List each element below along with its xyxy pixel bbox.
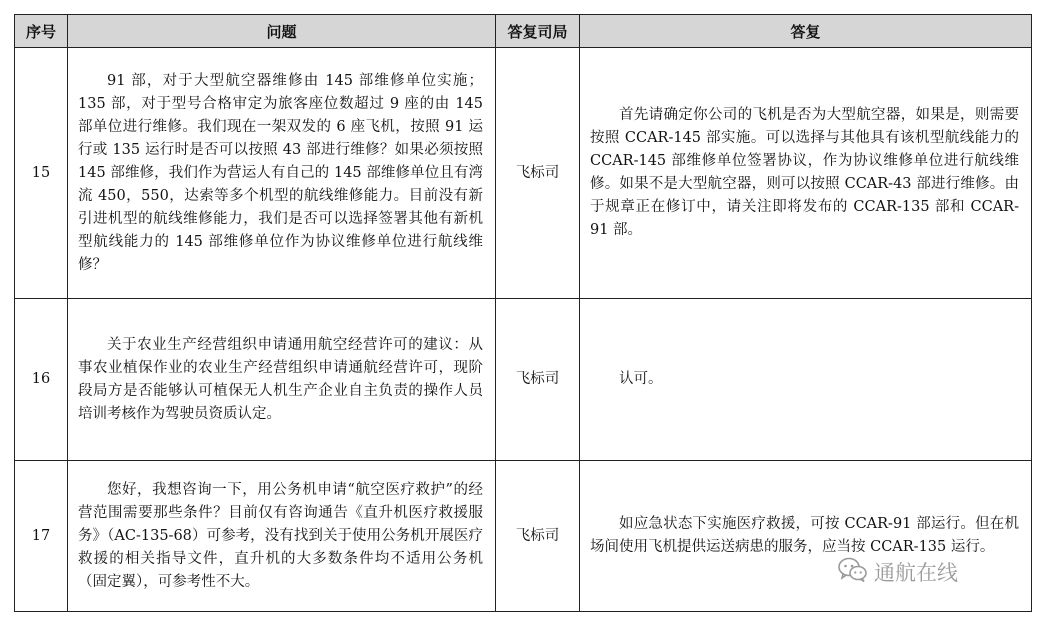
row-question (68, 461, 496, 612)
answer-text: 首先请确定你公司的飞机是否为大型航空器，如果是，则需要按照 CCAR-145 部实施。可以选择与其他具有该机型航线能力的 CCAR-145 部维修单位签署协议，作为协议维修单位进行航线维修。如果不是大型航空器，则可以按照 CCAR-43 部进行维修。由于规章正在修订中，请关注即将发布的 CCAR-135 部和 CCAR-91 部。 (590, 107, 1019, 238)
row-dept: 飞标司 (496, 48, 580, 299)
row-answer (580, 461, 1032, 612)
row-answer (580, 48, 1032, 299)
question-text: 您好，我想咨询一下，用公务机申请“航空医疗救护”的经营范围需要那些条件？目前仅有咨询通告《直升机医疗救援服务》（AC-135-68）可参考，没有找到关于使用公务机开展医疗救援的相关指导文件，直升机的大多数条件均不适用公务机（固定翼），可参考性不大。 (78, 481, 483, 590)
row-dept: 飞标司 (496, 299, 580, 461)
header-seq: 序号 (15, 15, 68, 48)
question-text: 91 部，对于大型航空器维修由 145 部维修单位实施；135 部，对于型号合格审定为旅客座位数超过 9 座的由 145 部单位进行维修。我们现在一架双发的 6 座飞机，按照 91 运行或 135 运行时是否可以按照 43 部进行维修？如果必须按照 145 部维修，我们作为营运人有自己的 145 部维修单位且有湾流 450，550，达索等多个机型的航线维修能力。目前没有新引进机型的航线维修能力，我们是否可以选择签署其他有新机型航线能力的 145 部维修单位作为协议维修单位进行航线维修？ (78, 72, 483, 273)
header-answer: 答复 (580, 15, 1032, 48)
table-row (15, 299, 1032, 461)
wechat-icon (838, 557, 868, 587)
watermark (838, 557, 958, 587)
header-question: 问题 (68, 15, 496, 48)
qa-table (14, 14, 1032, 612)
row-seq: 17 (15, 461, 68, 612)
row-question (68, 48, 496, 299)
table-row (15, 461, 1032, 612)
watermark-text: 通航在线 (874, 561, 958, 585)
row-dept: 飞标司 (496, 461, 580, 612)
question-text: 关于农业生产经营组织申请通用航空经营许可的建议：从事农业植保作业的农业生产经营组织申请通航经营许可，现阶段局方是否能够认可植保无人机生产企业自主负责的操作人员培训考核作为驾驶员资质认定。 (78, 336, 483, 422)
row-seq: 15 (15, 48, 68, 299)
row-seq: 16 (15, 299, 68, 461)
answer-text: 认可。 (619, 371, 663, 387)
table-row (15, 48, 1032, 299)
row-answer (580, 299, 1032, 461)
table-header-row (15, 15, 1032, 48)
row-question (68, 299, 496, 461)
header-dept: 答复司局 (496, 15, 580, 48)
answer-text: 如应急状态下实施医疗救援，可按 CCAR-91 部运行。但在机场间使用飞机提供运送病患的服务，应当按 CCAR-135 运行。 (590, 516, 1019, 555)
